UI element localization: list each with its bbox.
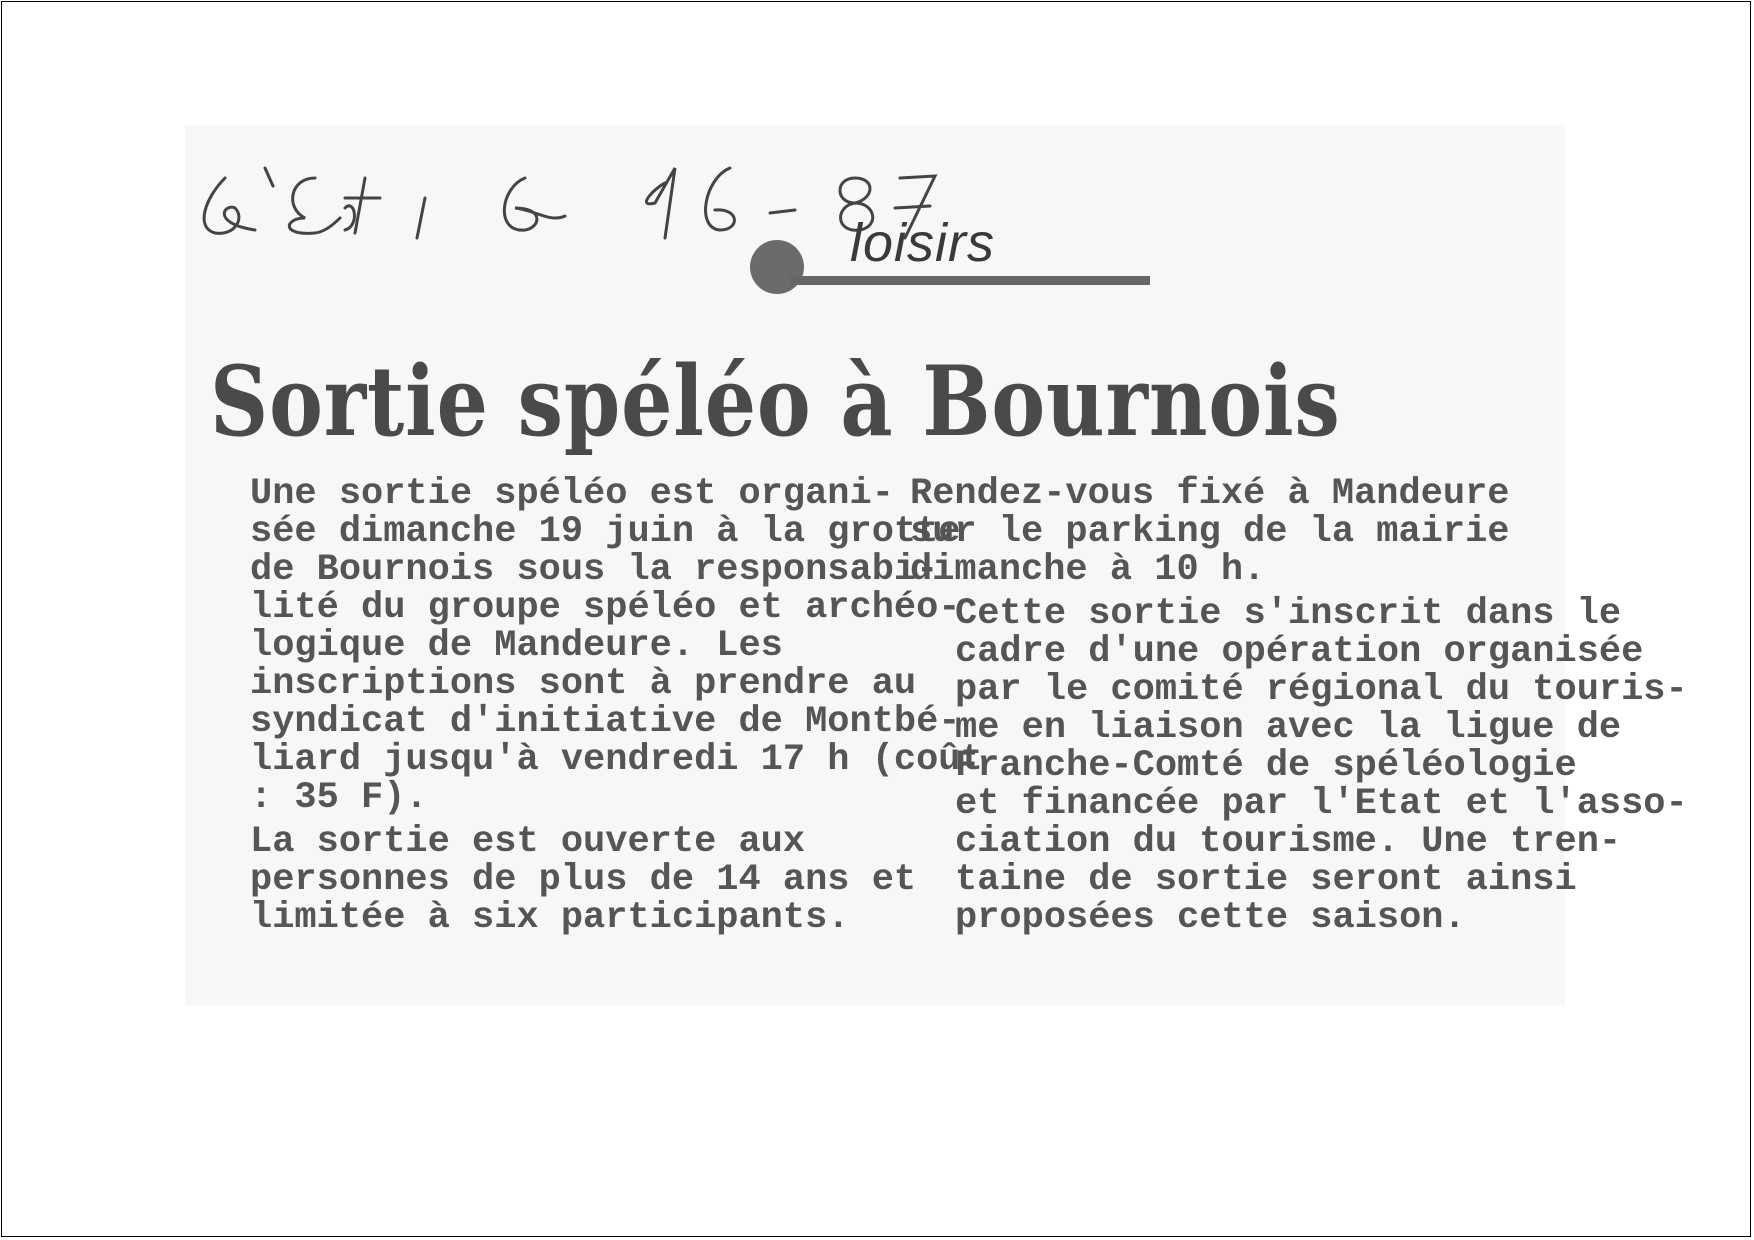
text-line: lité du groupe spéléo et archéo- [250,587,961,629]
paragraph-left-1 [205,473,983,819]
text-line: de Bournois sous la responsabi- [250,549,939,591]
paragraph-right-2 [910,593,1688,939]
article-column-right [910,473,1688,943]
text-line: cadre d'une opération organisée [955,631,1644,673]
text-line: syndicat d'initiative de Montbé- [250,701,961,743]
text-line: logique de Mandeure. Les [250,625,783,667]
text-line: Cette sortie s'inscrit dans le [955,593,1622,635]
text-line: taine de sortie seront ainsi [955,859,1577,901]
text-line: me en liaison avec la ligue de [955,707,1622,749]
text-line: Une sortie spéléo est organi- [250,473,894,515]
text-line: et financée par l'Etat et l'asso- [955,783,1688,825]
text-line: par le comité régional du touris- [955,669,1688,711]
paragraph-right-1 [910,475,1545,589]
text-line: Rendez-vous fixé à Mandeure [910,473,1510,515]
bullet-dot-icon [750,240,804,294]
paragraph-left-2 [205,821,917,939]
text-line: inscriptions sont à prendre au [250,663,917,705]
text-line: proposées cette saison. [955,897,1466,939]
text-line: : 35 F). [250,777,428,819]
text-line: sur le parking de la mairie [910,511,1510,553]
section-label: loisirs [850,213,996,273]
text-line: ciation du tourisme. Une tren- [955,821,1622,863]
text-line: liard jusqu'à vendredi 17 h (coût [250,739,983,781]
text-line: Franche-Comté de spéléologie [955,745,1577,787]
section-rule [790,276,1150,285]
text-line: sée dimanche 19 juin à la grotte [250,511,961,553]
text-line: La sortie est ouverte aux [250,821,806,863]
text-line: personnes de plus de 14 ans et [250,859,917,901]
article-headline: Sortie spéléo à Bournois [210,345,1341,458]
text-line: limitée à six participants. [250,897,850,939]
text-line: dimanche à 10 h. [910,549,1266,591]
section-marker [750,210,1170,300]
article-column-left [205,473,983,943]
